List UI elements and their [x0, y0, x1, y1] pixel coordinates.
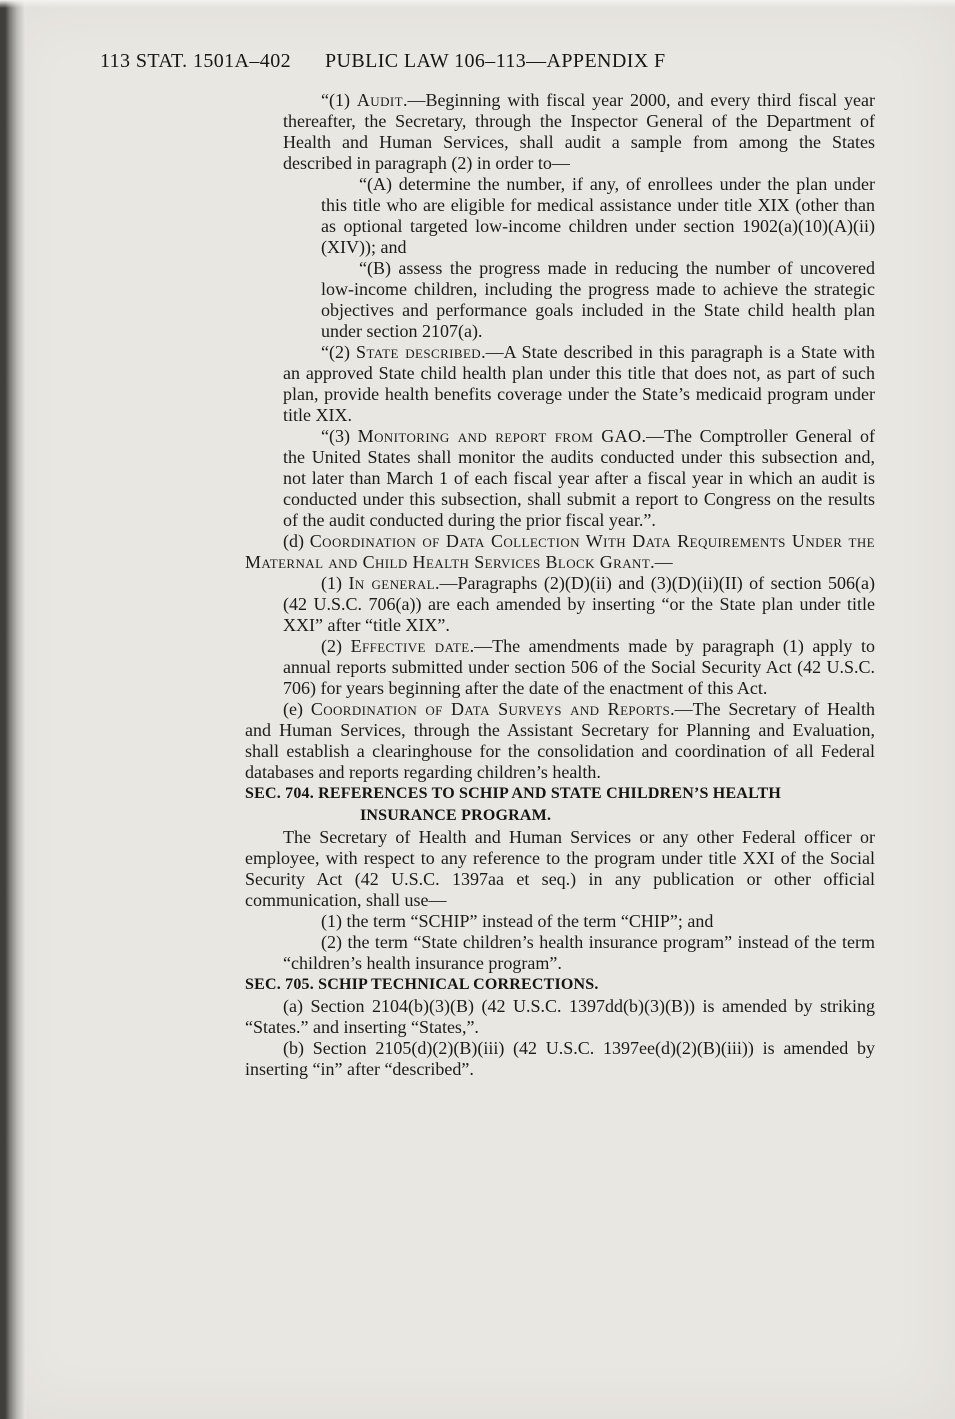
small-caps-label: In general: [348, 573, 435, 593]
stat-citation: 113 STAT. 1501A–402: [100, 50, 291, 72]
para-body: .—Paragraphs (2)(D)(ii) and (3)(D)(ii)(II) of section 506(a) (42 U.S.C. 706(a)) are each amended by inserting “or the State plan under title XXI” after “title XIX”.: [283, 573, 875, 635]
scan-top-edge: [0, 0, 955, 8]
small-caps-label: Effective date: [350, 636, 470, 656]
para-3-gao-monitoring: [283, 426, 875, 531]
para-lead: (2): [321, 636, 351, 656]
para-body: (1) the term “SCHIP” instead of the term “CHIP”; and: [321, 911, 714, 931]
para-lead: “(1): [321, 90, 357, 110]
para-clause-a: [321, 174, 875, 258]
para-sec704-term-1: [283, 911, 875, 932]
para-body: .—The Comptroller General of the United States shall monitor the audits conducted under this subsection and, not later than March 1 of each fiscal year after a fiscal year in which an audit is conducted under this subsection, shall submit a report to Congress on the results of the audit conducted during the prior fiscal year.”.: [283, 426, 875, 530]
small-caps-label: Coordination of Data Surveys and Reports: [310, 699, 671, 719]
para-lead: (1): [321, 573, 349, 593]
para-1-audit: [283, 90, 875, 174]
para-body: (2) the term “State children’s health insurance program” instead of the term “children’s health insurance program”.: [283, 932, 875, 973]
small-caps-label: Monitoring and report from GAO: [357, 426, 642, 446]
heading-sec-704: SEC. 704. REFERENCES TO SCHIP AND STATE CHILDREN’S HEALTH INSURANCE PROGRAM.: [245, 785, 781, 824]
para-d-data-collection: [245, 531, 875, 573]
small-caps-label: Coordination of Data Collection With Data Requirements Under the Maternal and Child Health Services Block Grant: [245, 531, 875, 572]
para-sec704-term-2: [283, 932, 875, 974]
para-body: (b) Section 2105(d)(2)(B)(iii) (42 U.S.C. 1397ee(d)(2)(B)(iii)) is amended by inserting “in” after “described”.: [245, 1038, 875, 1079]
para-sec705-b: [245, 1038, 875, 1080]
scan-gutter-shadow: [0, 0, 26, 1419]
para-d1-in-general: [283, 573, 875, 636]
para-2-state-described: [283, 342, 875, 426]
heading-sec-705: SEC. 705. SCHIP TECHNICAL CORRECTIONS.: [245, 976, 599, 993]
para-body: (a) Section 2104(b)(3)(B) (42 U.S.C. 1397dd(b)(3)(B)) is amended by striking “States.” and inserting “States,”.: [245, 996, 875, 1037]
para-sec705-a: [245, 996, 875, 1038]
para-body: “(B) assess the progress made in reducing the number of uncovered low-income children, including the progress made to achieve the strategic objectives and performance goals included in the State child health plan under section 2107(a).: [321, 258, 875, 341]
para-body: .—The amendments made by paragraph (1) apply to annual reports submitted under section 506 of the Social Security Act (42 U.S.C. 706) for years beginning after the date of the enactment of this Act.: [283, 636, 875, 698]
statute-text-block: [245, 90, 875, 1080]
para-lead: (d): [283, 531, 310, 551]
law-citation: PUBLIC LAW 106–113—APPENDIX F: [325, 50, 666, 72]
para-body: .—: [650, 552, 673, 572]
para-lead: “(2): [321, 342, 357, 362]
para-body: .—A State described in this paragraph is a State with an approved State child health plan under this title that does not, as part of such plan, provide health benefits coverage under the State’s medicaid program under title XIX.: [283, 342, 875, 425]
para-lead: “(3): [321, 426, 358, 446]
para-body: The Secretary of Health and Human Services or any other Federal officer or employee, with respect to any reference to the program under title XXI of the Social Security Act (42 U.S.C. 1397aa et seq.) in any publication or other official communication, shall use—: [245, 827, 875, 910]
para-body: “(A) determine the number, if any, of enrollees under the plan under this title who are eligible for medical assistance under title XIX (other than as optional targeted low-income children under section 1902(a)(10)(A)(ii)(XIV)); and: [321, 174, 875, 257]
para-d2-effective-date: [283, 636, 875, 699]
para-e-data-surveys: [245, 699, 875, 783]
para-sec704-intro: [245, 827, 875, 911]
para-lead: (e): [283, 699, 311, 719]
para-body: .—Beginning with fiscal year 2000, and every third fiscal year thereafter, the Secretary, through the Inspector General of the Department of Health and Human Services, shall audit a sample from among the States described in paragraph (2) in order to—: [283, 90, 875, 173]
running-head: [100, 50, 666, 73]
small-caps-label: Audit: [356, 90, 403, 110]
para-body: .—The Secretary of Health and Human Services, through the Assistant Secretary for Planning and Evaluation, shall establish a clearinghouse for the consolidation and coordination of all Federal databases and reports regarding children’s health.: [245, 699, 875, 782]
small-caps-label: State described: [356, 342, 482, 362]
para-clause-b: [321, 258, 875, 342]
